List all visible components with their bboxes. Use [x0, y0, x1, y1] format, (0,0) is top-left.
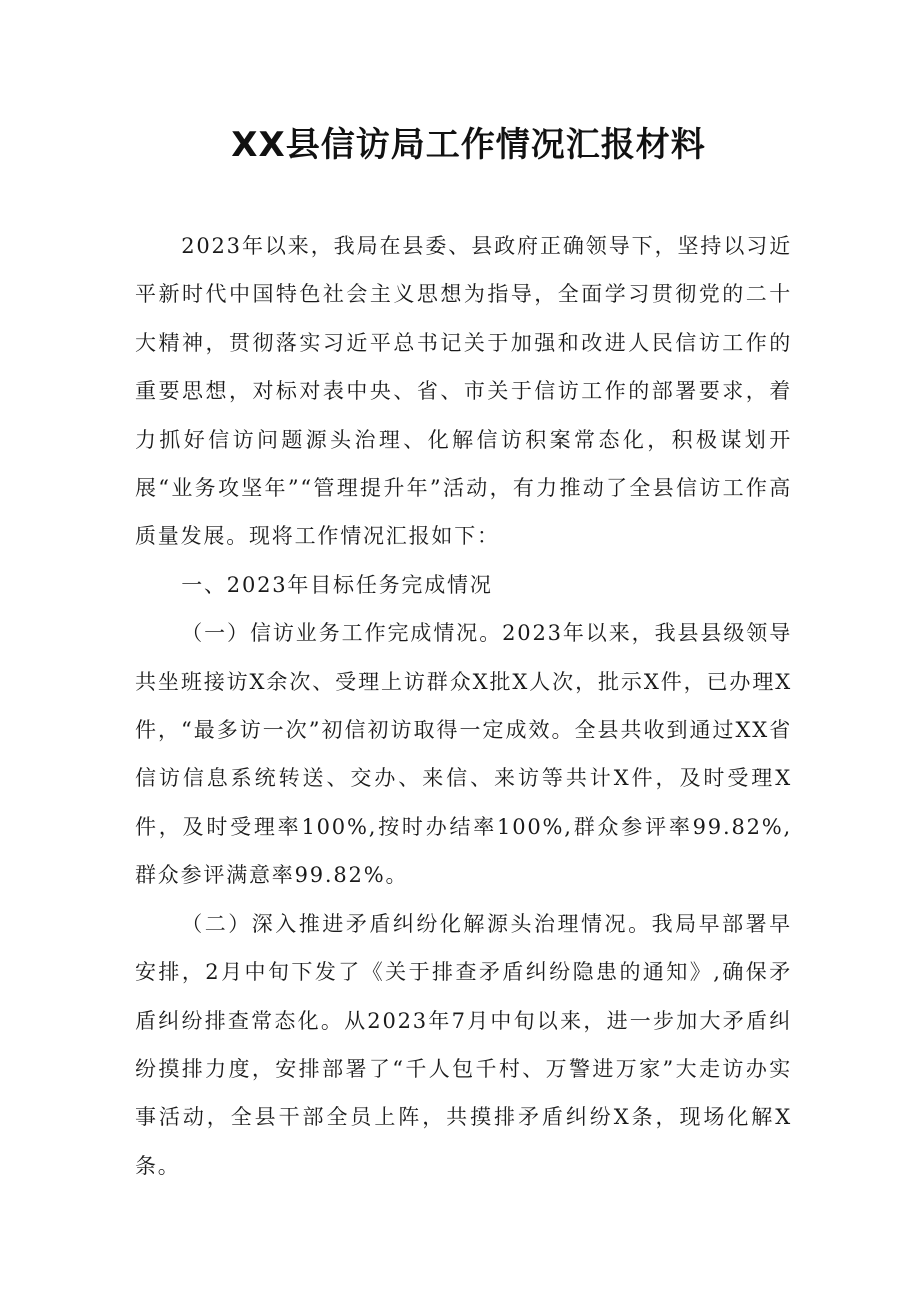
section-heading: 一、2023年目标任务完成情况 — [181, 572, 493, 597]
subsection-paragraph-2: （二）深入推进矛盾纠纷化解源头治理情况。我局早部署早安排，2月中旬下发了《关于排查矛盾纠纷隐患的通知》,确保矛盾纠纷排查常态化。从2023年7月中旬以来，进一步加大矛盾纠纷摸排力度，安排部署了“千人包千村、万警进万家”大走访办实事活动，全县干部全员上阵，共摸排矛盾纠纷X条，现场化解X条。 — [135, 911, 792, 1178]
document-body — [135, 222, 792, 1190]
document-title: XX县信访局工作情况汇报材料 — [231, 125, 706, 165]
intro-paragraph: 2023年以来，我局在县委、县政府正确领导下，坚持以习近平新时代中国特色社会主义思想为指导，全面学习贯彻党的二十大精神，贯彻落实习近平总书记关于加强和改进人民信访工作的重要思想，对标对表中央、省、市关于信访工作的部署要求，着力抓好信访问题源头治理、化解信访积案常态化，积极谋划开展“业务攻坚年”“管理提升年”活动，有力推动了全县信访工作高质量发展。现将工作情况汇报如下： — [135, 234, 792, 549]
subsection-paragraph-1: （一）信访业务工作完成情况。2023年以来，我县县级领导共坐班接访X余次、受理上访群众X批X人次，批示X件，已办理X件，“最多访一次”初信初访取得一定成效。全县共收到通过XX省信访信息系统转送、交办、来信、来访等共计X件，及时受理X件，及时受理率100%,按时办结率100%,群众参评率99.82%,群众参评满意率99.82%。 — [135, 621, 792, 888]
